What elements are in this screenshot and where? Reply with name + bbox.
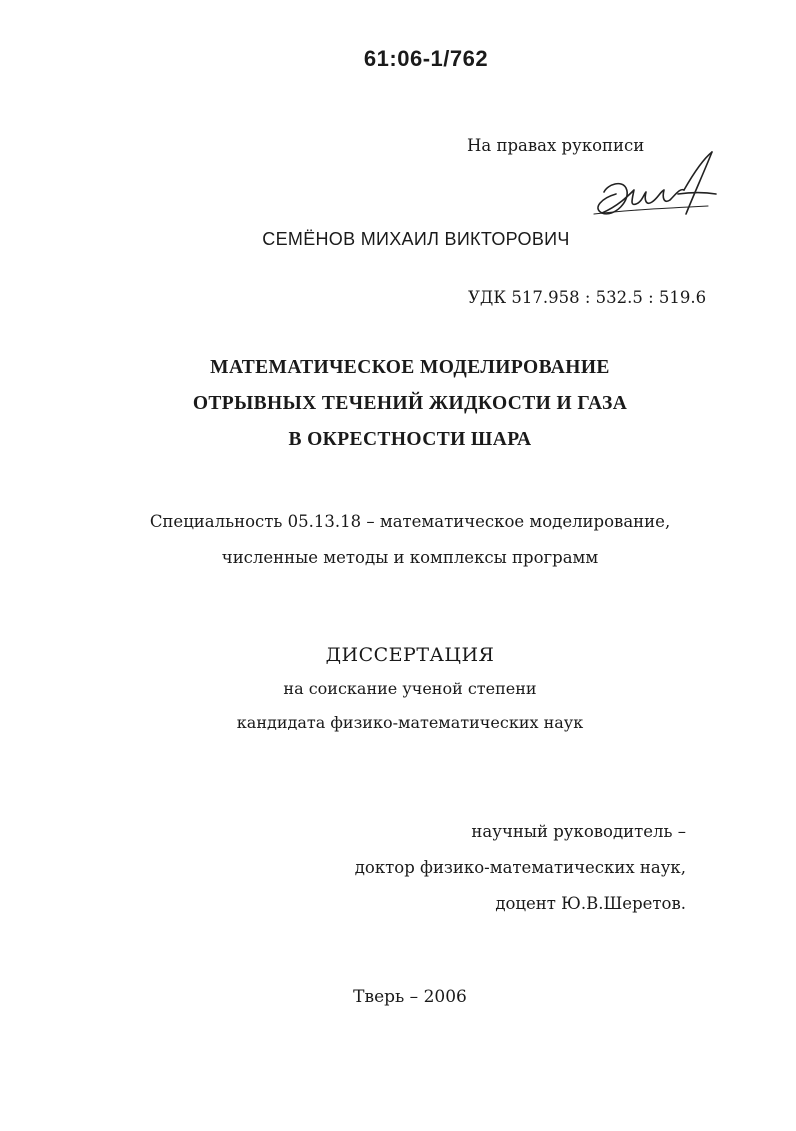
dissertation-heading: ДИССЕРТАЦИЯ xyxy=(325,644,495,666)
dissertation-degree xyxy=(0,638,796,740)
dissertation-title xyxy=(0,350,796,458)
specialty-line: Специальность 05.13.18 – математическое моделирование, xyxy=(149,512,671,531)
title-line: В ОКРЕСТНОСТИ ШАРА xyxy=(288,429,532,450)
degree-line: на соискание ученой степени xyxy=(283,679,537,698)
supervisor-line: доцент Ю.В.Шеретов. xyxy=(495,894,686,913)
supervisor-line: научный руководитель – xyxy=(471,822,686,841)
specialty-line: численные методы и комплексы программ xyxy=(221,548,599,567)
handwritten-signature-icon xyxy=(588,150,718,222)
author-name: СЕМЁНОВ МИХАИЛ ВИКТОРОВИЧ xyxy=(262,229,570,249)
place-year: Тверь – 2006 xyxy=(353,987,467,1007)
specialty xyxy=(0,504,796,576)
title-line: ОТРЫВНЫХ ТЕЧЕНИЙ ЖИДКОСТИ И ГАЗА xyxy=(192,393,628,414)
title-line: МАТЕМАТИЧЕСКОЕ МОДЕЛИРОВАНИЕ xyxy=(210,357,610,378)
udc-code: УДК 517.958 : 532.5 : 519.6 xyxy=(468,288,707,307)
degree-line: кандидата физико-математических наук xyxy=(236,713,584,732)
archive-code: 61:06-1/762 xyxy=(363,46,489,71)
rights-notice: На правах рукописи xyxy=(467,136,645,155)
supervisor-line: доктор физико-математических наук, xyxy=(354,858,686,877)
supervisor xyxy=(300,814,686,922)
